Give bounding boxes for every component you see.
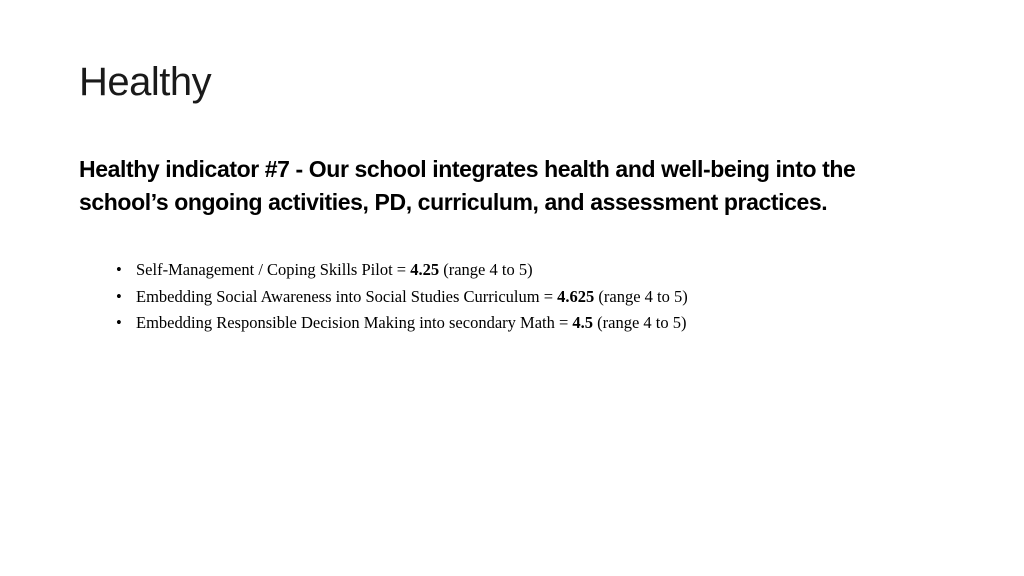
slide-title: Healthy xyxy=(79,60,212,104)
bullet-range: (range 4 to 5) xyxy=(597,313,687,332)
bullet-label: Embedding Responsible Decision Making into secondary Math = xyxy=(136,313,569,332)
list-item xyxy=(116,310,996,337)
list-item xyxy=(116,284,996,311)
indicator-heading: Healthy indicator #7 - Our school integrates health and well-being into the school’s ongoing activities, PD, curriculum, and assessment practices. xyxy=(79,156,856,215)
bullet-value: 4.625 xyxy=(557,286,595,306)
bullet-list xyxy=(116,257,996,337)
list-item xyxy=(116,257,996,284)
bullet-value: 4.25 xyxy=(410,260,440,279)
bullet-value: 4.5 xyxy=(572,313,594,332)
bullet-range: (range 4 to 5) xyxy=(598,286,688,306)
bullet-icon: • xyxy=(116,260,122,279)
bullet-icon: • xyxy=(116,313,122,332)
bullet-label: Embedding Social Awareness into Social Studies Curriculum = xyxy=(136,286,554,306)
bullet-icon: • xyxy=(116,286,122,306)
bullet-label: Self-Management / Coping Skills Pilot = xyxy=(136,260,407,279)
bullet-range: (range 4 to 5) xyxy=(443,260,533,279)
